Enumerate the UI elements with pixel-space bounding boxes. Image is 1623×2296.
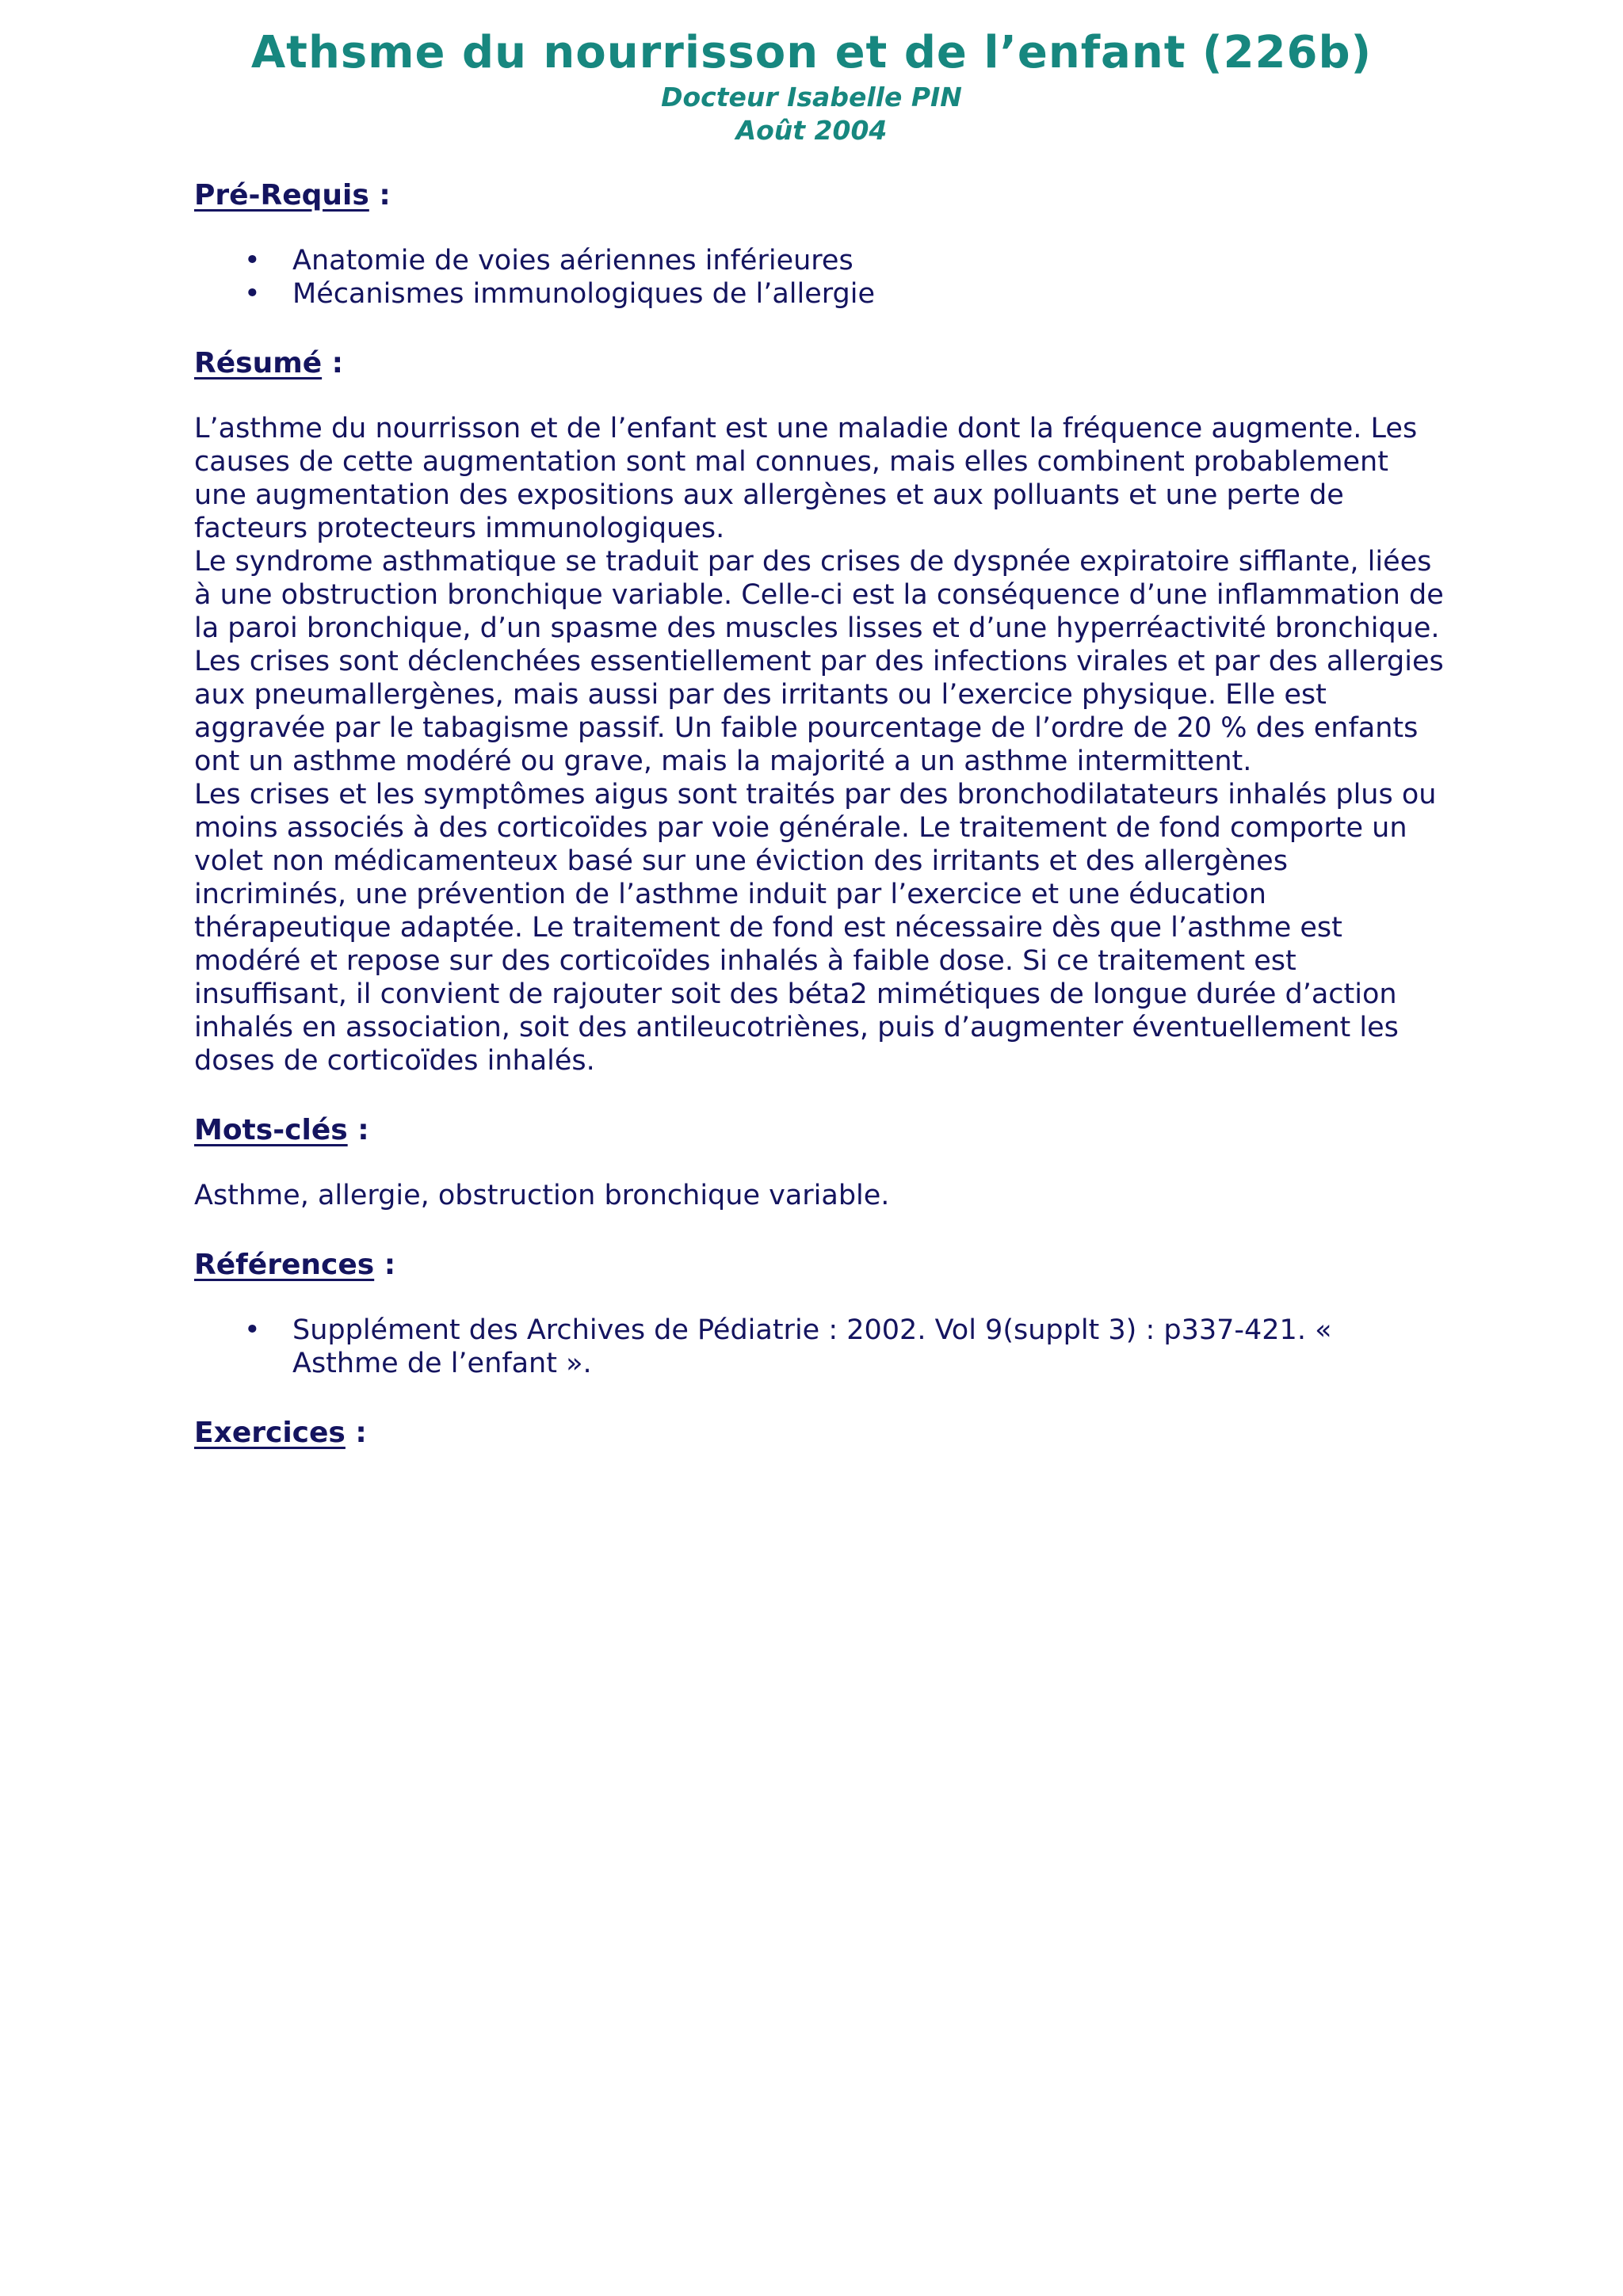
prerequis-heading-text: Pré-Requis (194, 179, 369, 212)
document-author: Docteur Isabelle PIN (661, 82, 962, 113)
list-item (194, 244, 1446, 277)
document-header (0, 25, 1623, 147)
references-list (194, 1314, 1446, 1380)
references-heading-text: Références (194, 1249, 375, 1281)
motscles-heading-text: Mots-clés (194, 1114, 348, 1146)
list-item (194, 277, 1446, 311)
exercices-heading-text: Exercices (194, 1417, 346, 1449)
list-item (194, 1314, 1446, 1380)
bullet-icon: • (244, 1314, 261, 1346)
resume-heading (194, 347, 1446, 380)
resume-heading-text: Résumé (194, 347, 323, 379)
resume-paragraph: L’asthme du nourrisson et de l’enfant est une maladie dont la fréquence augmente. Les causes de cette augmentation sont mal connues, mais elles combinent probablement une augmentation des expositions aux allergènes et aux polluants et une perte de facteurs protecteurs immunologiques. (194, 413, 1418, 544)
prerequis-list (194, 244, 1446, 311)
resume-paragraph: Le syndrome asthmatique se traduit par des crises de dyspnée expiratoire sifflante, liées à une obstruction bronchique variable. Celle-ci est la conséquence d’une inflammation de la paroi bronchique, d’un spasme des muscles lisses et d’une hyperréactivité bronchique. Les crises sont déclenchées essentiellement par des infections virales et par des allergies aux pneumallergènes, mais aussi par des irritants ou l’exercice physique. Elle est aggravée par le tabagisme passif. Un faible pourcentage de l’ordre de 20 % des enfants ont un asthme modéré ou grave, mais la majorité a un asthme intermittent. (194, 546, 1444, 777)
motscles-heading-colon: : (347, 1114, 369, 1146)
document-body (194, 179, 1446, 1450)
prerequis-heading (194, 179, 1446, 212)
list-item-text: Mécanismes immunologiques de l’allergie (292, 278, 876, 310)
bullet-icon: • (244, 245, 261, 277)
resume-heading-colon: : (322, 347, 344, 379)
prerequis-heading-colon: : (369, 179, 391, 212)
references-heading (194, 1249, 1446, 1282)
document-title: Athsme du nourrisson et de l’enfant (226b) (250, 27, 1373, 78)
exercices-heading-colon: : (345, 1417, 367, 1449)
document-date: Août 2004 (735, 115, 888, 146)
motscles-heading (194, 1114, 1446, 1147)
list-item-text: Anatomie de voies aériennes inférieures (292, 245, 854, 277)
bullet-icon: • (244, 278, 261, 310)
list-item-text: Supplément des Archives de Pédiatrie : 2002. Vol 9(supplt 3) : p337-421. « Asthme de l’enfant ». (292, 1314, 1332, 1379)
motscles-text: Asthme, allergie, obstruction bronchique variable. (194, 1180, 890, 1211)
resume-paragraph: Les crises et les symptômes aigus sont traités par des bronchodilatateurs inhalés plus ou moins associés à des corticoïdes par voie générale. Le traitement de fond comporte un volet non médicamenteux basé sur une éviction des irritants et des allergènes incriminés, une prévention de l’asthme induit par l’exercice et une éducation thérapeutique adaptée. Le traitement de fond est nécessaire dès que l’asthme est modéré et repose sur des corticoïdes inhalés à faible dose. Si ce traitement est insuffisant, il convient de rajouter soit des béta2 mimétiques de longue durée d’action inhalés en association, soit des antileucotriènes, puis d’augmenter éventuellement les doses de corticoïdes inhalés. (194, 779, 1437, 1077)
resume-body (194, 412, 1446, 1077)
references-heading-colon: : (374, 1249, 396, 1281)
exercices-heading (194, 1417, 1446, 1450)
